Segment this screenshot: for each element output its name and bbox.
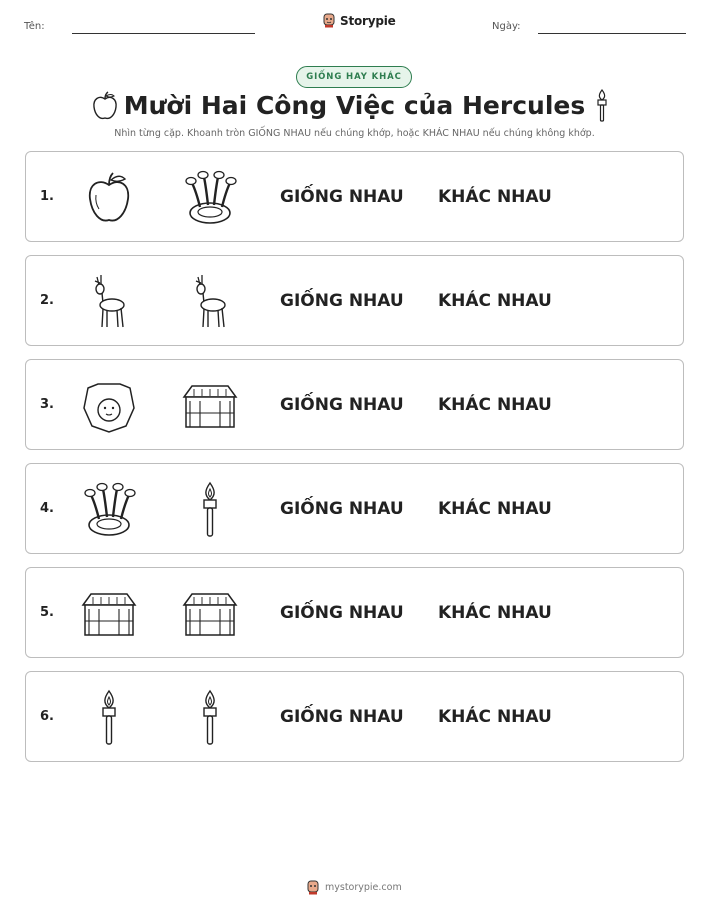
page-title: Mười Hai Công Việc của Hercules (123, 91, 586, 120)
hydra-icon (181, 169, 239, 227)
option-different[interactable]: KHÁC NHAU (438, 603, 552, 623)
hydra-icon (80, 481, 138, 539)
name-field-line[interactable] (72, 33, 255, 34)
question-number: 4. (40, 501, 54, 516)
question-row-5 (25, 567, 684, 658)
deer-icon (181, 273, 239, 331)
torch-icon (80, 689, 138, 747)
question-number: 1. (40, 189, 54, 204)
question-number: 2. (40, 293, 54, 308)
option-same[interactable]: GIỐNG NHAU (280, 499, 404, 519)
question-number: 5. (40, 605, 54, 620)
deer-icon (80, 273, 138, 331)
footer (306, 880, 402, 895)
brand-logo (322, 13, 396, 28)
torch-icon (181, 481, 239, 539)
torch-icon (592, 89, 612, 123)
option-same[interactable]: GIỐNG NHAU (280, 707, 404, 727)
stable-icon (181, 377, 239, 435)
option-same[interactable]: GIỐNG NHAU (280, 187, 404, 207)
question-row-6 (25, 671, 684, 762)
apple-icon (80, 169, 138, 227)
worksheet-type-badge: GIỐNG HAY KHÁC (296, 66, 412, 88)
footer-url[interactable]: mystorypie.com (325, 882, 402, 893)
instructions: Nhìn từng cặp. Khoanh tròn GIỐNG NHAU nếu chúng khớp, hoặc KHÁC NHAU nếu chúng không khớp. (114, 128, 595, 139)
option-same[interactable]: GIỐNG NHAU (280, 603, 404, 623)
question-number: 6. (40, 709, 54, 724)
torch-icon (181, 689, 239, 747)
option-different[interactable]: KHÁC NHAU (438, 499, 552, 519)
question-row-2 (25, 255, 684, 346)
date-label: Ngày: (492, 21, 521, 32)
question-number: 3. (40, 397, 54, 412)
name-label: Tên: (24, 21, 45, 32)
date-field-line[interactable] (538, 33, 686, 34)
brand-name: Storypie (340, 13, 396, 28)
storypie-mascot-icon (322, 13, 336, 28)
lion-pelt-icon (80, 377, 138, 435)
stable-icon (181, 585, 239, 643)
option-different[interactable]: KHÁC NHAU (438, 291, 552, 311)
option-different[interactable]: KHÁC NHAU (438, 707, 552, 727)
option-different[interactable]: KHÁC NHAU (438, 187, 552, 207)
storypie-mascot-icon (306, 880, 320, 895)
stable-icon (80, 585, 138, 643)
question-row-1 (25, 151, 684, 242)
question-row-4 (25, 463, 684, 554)
option-same[interactable]: GIỐNG NHAU (280, 395, 404, 415)
option-different[interactable]: KHÁC NHAU (438, 395, 552, 415)
option-same[interactable]: GIỐNG NHAU (280, 291, 404, 311)
question-row-3 (25, 359, 684, 450)
